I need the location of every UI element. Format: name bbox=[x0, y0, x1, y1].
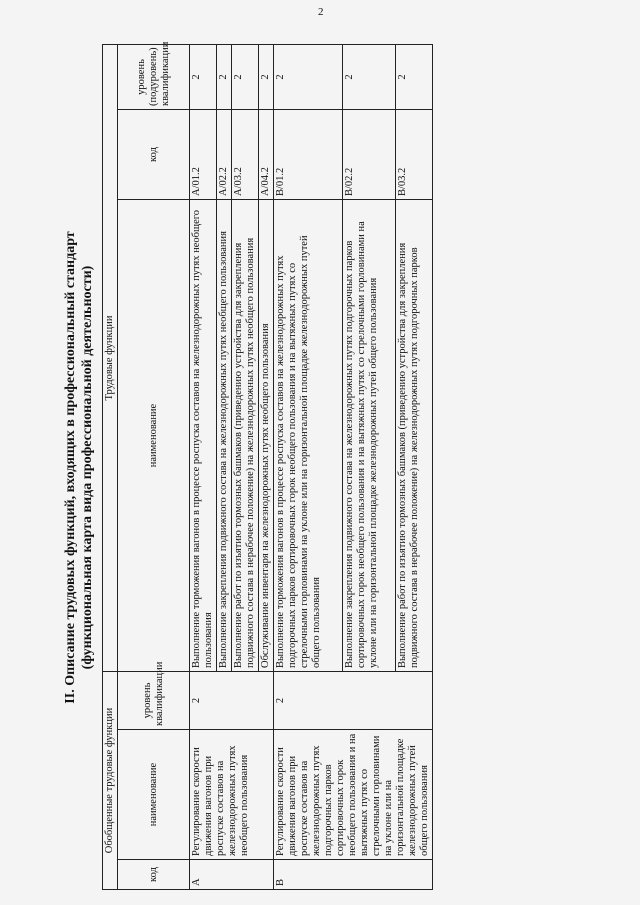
header-tf-level: уровень (подуровень) квалификации bbox=[118, 44, 190, 109]
header-labor-functions: Трудовые функции bbox=[103, 44, 118, 671]
header-tf-code: код bbox=[118, 110, 190, 200]
header-general-functions: Обобщенные трудовые функции bbox=[103, 672, 118, 890]
gtf-name-cell: Регулирование скорости движения вагонов при роспуске составов на железнодорожных путях необщего пользования bbox=[190, 730, 274, 860]
tf-name-cell: Выполнение работ по изъятию тормозных башмаков (приведению устройства для закрепления подвижного состава в нерабочее положение) на железнодорожных путях необщего пользования bbox=[232, 200, 259, 672]
gtf-level-cell: 2 bbox=[274, 672, 433, 730]
tf-name-cell: Выполнение закрепления подвижного состава на железнодорожных путях необщего пользования bbox=[217, 200, 232, 672]
page-title bbox=[62, 45, 96, 890]
header-code: код bbox=[118, 860, 190, 890]
header-group-row bbox=[103, 44, 118, 889]
tf-level-cell: 2 bbox=[232, 44, 259, 109]
tf-name-cell: Выполнение торможения вагонов в процессе роспуска составов на железнодорожных путях необщего пользования bbox=[190, 200, 217, 672]
tf-level-cell: 2 bbox=[217, 44, 232, 109]
tf-code-cell: A/02.2 bbox=[217, 110, 232, 200]
header-columns-row bbox=[118, 44, 190, 889]
tf-level-cell: 2 bbox=[274, 44, 343, 109]
tf-level-cell: 2 bbox=[343, 44, 396, 109]
title-line-1: II. Описание трудовых функций, входящих в профессиональный стандарт bbox=[63, 231, 78, 704]
table-row bbox=[190, 44, 217, 889]
tf-code-cell: B/02.2 bbox=[343, 110, 396, 200]
tf-name-cell: Выполнение закрепления подвижного состава на железнодорожных путях подгорочных парков сортировочных горок необщего пользования и на вытяжных путях со стрелочными горловинами на уклоне или на горизонтальной площадке железнодорожных путей общего пользования bbox=[343, 200, 396, 672]
tf-name-cell: Выполнение работ по изъятию тормозных башмаков (приведению устройства для закрепления подвижного состава в нерабочее положение) на железнодорожных путях подгорочных парков bbox=[396, 200, 433, 672]
tf-code-cell: B/01.2 bbox=[274, 110, 343, 200]
header-name: наименование bbox=[118, 730, 190, 860]
table-row bbox=[274, 44, 343, 889]
gtf-code-cell: В bbox=[274, 860, 433, 890]
tf-level-cell: 2 bbox=[259, 44, 274, 109]
tf-level-cell: 2 bbox=[190, 44, 217, 109]
header-tf-name: наименование bbox=[118, 200, 190, 672]
tf-code-cell: A/04.2 bbox=[259, 110, 274, 200]
header-level: уровень квалификации bbox=[118, 672, 190, 730]
title-line-2: (функциональная карта вида профессиональной деятельности) bbox=[80, 265, 95, 670]
gtf-code-cell: А bbox=[190, 860, 274, 890]
gtf-level-cell: 2 bbox=[190, 672, 274, 730]
tf-code-cell: B/03.2 bbox=[396, 110, 433, 200]
tf-name-cell: Выполнение торможения вагонов в процессе роспуска составов на железнодорожных путях подгорочных парков сортировочных горок необщего пользования и на вытяжных путях со стрелочными горловинами на уклоне или на горизонтальной площадке железнодорожных путей общего пользования bbox=[274, 200, 343, 672]
functional-map-table bbox=[102, 41, 433, 890]
tf-code-cell: A/03.2 bbox=[232, 110, 259, 200]
page-number: 2 bbox=[318, 6, 324, 18]
tf-code-cell: A/01.2 bbox=[190, 110, 217, 200]
rotated-page-content bbox=[60, 41, 605, 890]
tf-level-cell: 2 bbox=[396, 44, 433, 109]
tf-name-cell: Обслуживание инвентаря на железнодорожных путях необщего пользования bbox=[259, 200, 274, 672]
gtf-name-cell: Регулирование скорости движения вагонов при роспуске составов на железнодорожных путях подгорочных парков сортировочных горок необщего пользования и на вытяжных путях со стрелочными горловинами на уклоне или на горизонтальной площадке железнодорожных путей общего пользования bbox=[274, 730, 433, 860]
